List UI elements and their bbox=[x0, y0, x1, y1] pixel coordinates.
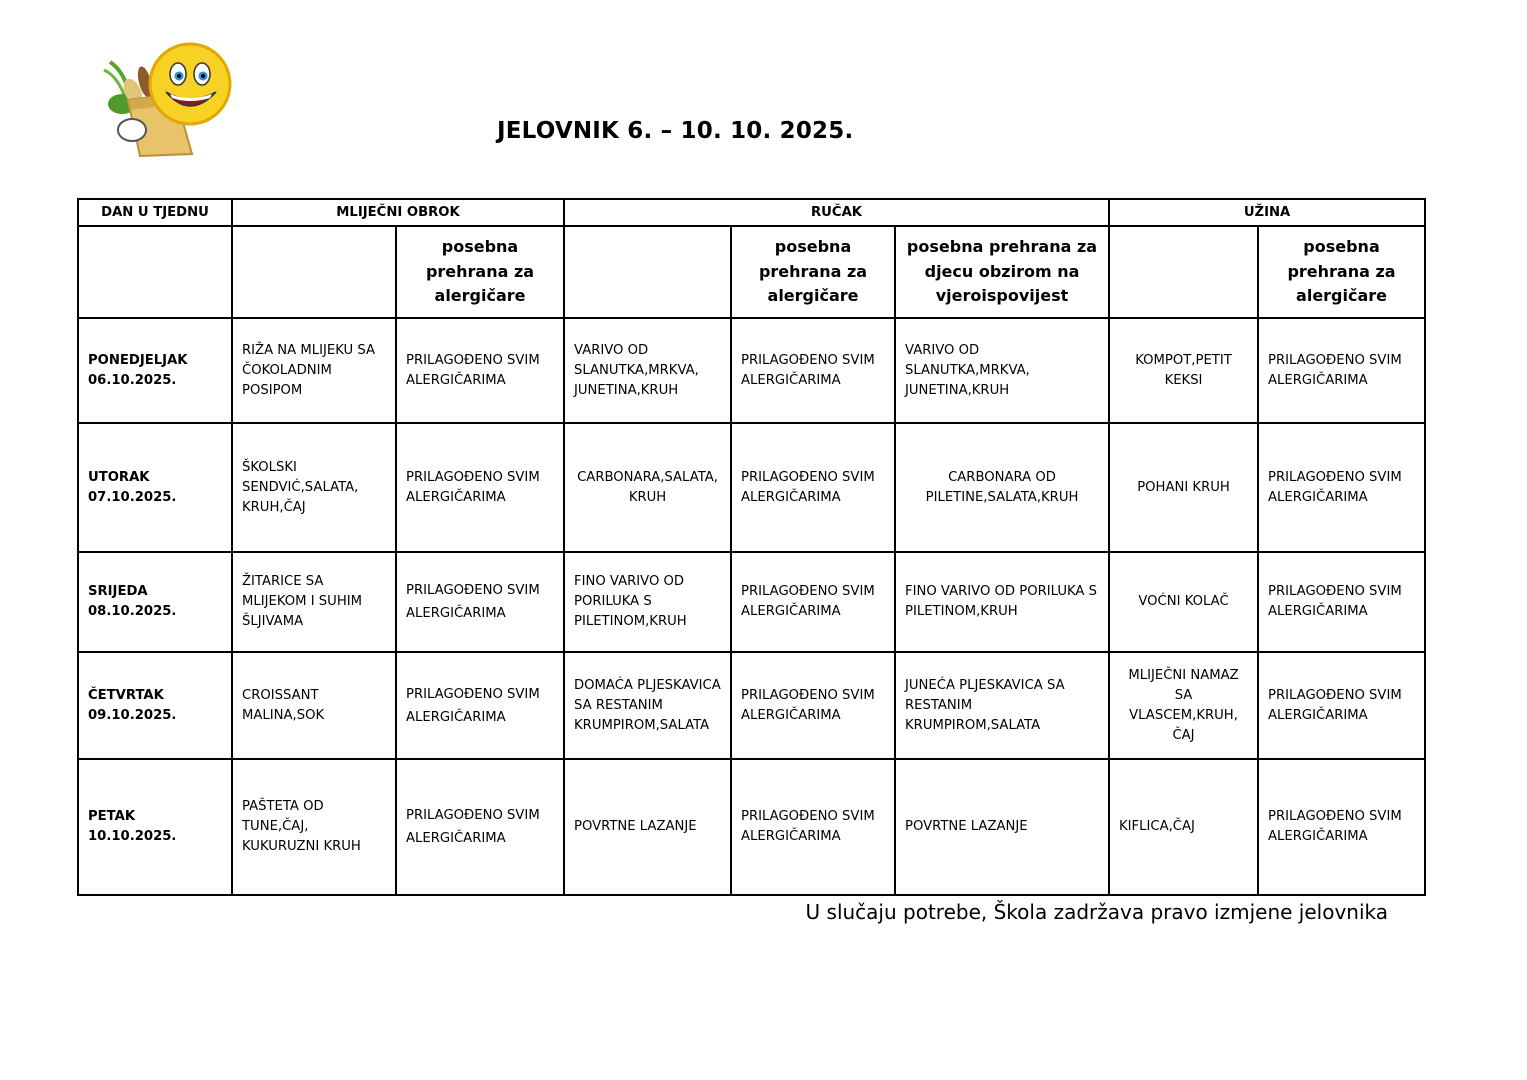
snack-cell: KIFLICA,ČAJ bbox=[1109, 759, 1258, 895]
subheader-empty bbox=[1109, 226, 1258, 318]
lunch-religious-cell: CARBONARA OD PILETINE,SALATA,KRUH bbox=[895, 423, 1109, 552]
smiley-grocery-bag-icon bbox=[100, 42, 235, 157]
lunch-religious-cell: VARIVO OD SLANUTKA,MRKVA, JUNETINA,KRUH bbox=[895, 318, 1109, 423]
footer-note: U slučaju potrebe, Škola zadržava pravo izmjene jelovnika bbox=[805, 900, 1388, 924]
snack-cell: KOMPOT,PETIT KEKSI bbox=[1109, 318, 1258, 423]
header-snack: UŽINA bbox=[1109, 199, 1425, 226]
day-name: UTORAK bbox=[88, 469, 150, 485]
snack-special-cell: PRILAGOĐENO SVIM ALERGIČARIMA bbox=[1258, 423, 1425, 552]
milk-special-cell: PRILAGOĐENO SVIM ALERGIČARIMA bbox=[396, 759, 564, 895]
day-name: PETAK bbox=[88, 809, 136, 824]
table-row bbox=[78, 552, 1425, 652]
day-cell bbox=[78, 423, 232, 552]
milk-special-cell: PRILAGOĐENO SVIM ALERGIČARIMA bbox=[396, 552, 564, 652]
menu-table bbox=[77, 198, 1426, 896]
milk-cell: CROISSANT MALINA,SOK bbox=[232, 652, 396, 759]
day-cell bbox=[78, 652, 232, 759]
snack-cell: MLIJEČNI NAMAZ SA VLASCEM,KRUH, ČAJ bbox=[1109, 652, 1258, 759]
lunch-special-cell: PRILAGOĐENO SVIM ALERGIČARIMA bbox=[731, 759, 895, 895]
day-date: 10.10.2025. bbox=[88, 829, 177, 844]
table-row bbox=[78, 759, 1425, 895]
snack-cell: VOĆNI KOLAČ bbox=[1109, 552, 1258, 652]
table-row bbox=[78, 423, 1425, 552]
snack-special-cell: PRILAGOĐENO SVIM ALERGIČARIMA bbox=[1258, 318, 1425, 423]
milk-special-cell: PRILAGOĐENO SVIM ALERGIČARIMA bbox=[396, 318, 564, 423]
lunch-special-cell: PRILAGOĐENO SVIM ALERGIČARIMA bbox=[731, 552, 895, 652]
day-cell bbox=[78, 552, 232, 652]
subheader-snack-special: posebna prehrana za alergičare bbox=[1258, 226, 1425, 318]
page-title: JELOVNIK 6. – 10. 10. 2025. bbox=[497, 118, 854, 144]
day-cell bbox=[78, 759, 232, 895]
subheader-empty bbox=[564, 226, 731, 318]
day-date: 09.10.2025. bbox=[88, 707, 177, 723]
snack-special-cell: PRILAGOĐENO SVIM ALERGIČARIMA bbox=[1258, 759, 1425, 895]
table-row bbox=[78, 318, 1425, 423]
day-date: 08.10.2025. bbox=[88, 604, 177, 619]
snack-cell: POHANI KRUH bbox=[1109, 423, 1258, 552]
lunch-cell: FINO VARIVO OD PORILUKA S PILETINOM,KRUH bbox=[564, 552, 731, 652]
header-row bbox=[78, 199, 1425, 226]
milk-cell: PAŠTETA OD TUNE,ČAJ, KUKURUZNI KRUH bbox=[232, 759, 396, 895]
snack-special-cell: PRILAGOĐENO SVIM ALERGIČARIMA bbox=[1258, 652, 1425, 759]
day-name: ČETVRTAK bbox=[88, 687, 164, 703]
day-date: 06.10.2025. bbox=[88, 372, 177, 388]
lunch-religious-cell: POVRTNE LAZANJE bbox=[895, 759, 1109, 895]
milk-cell: ŽITARICE SA MLIJEKOM I SUHIM ŠLJIVAMA bbox=[232, 552, 396, 652]
lunch-cell: VARIVO OD SLANUTKA,MRKVA, JUNETINA,KRUH bbox=[564, 318, 731, 423]
lunch-religious-cell: JUNEĆA PLJESKAVICA SA RESTANIM KRUMPIROM,SALATA bbox=[895, 652, 1109, 759]
subheader-lunch-religious: posebna prehrana za djecu obzirom na vjeroispovijest bbox=[895, 226, 1109, 318]
header-lunch: RUČAK bbox=[564, 199, 1109, 226]
lunch-special-cell: PRILAGOĐENO SVIM ALERGIČARIMA bbox=[731, 318, 895, 423]
subheader-empty bbox=[232, 226, 396, 318]
milk-special-cell: PRILAGOĐENO SVIM ALERGIČARIMA bbox=[396, 423, 564, 552]
lunch-cell: DOMAĆA PLJESKAVICA SA RESTANIM KRUMPIROM,SALATA bbox=[564, 652, 731, 759]
table-row bbox=[78, 652, 1425, 759]
milk-cell: ŠKOLSKI SENDVIĆ,SALATA, KRUH,ČAJ bbox=[232, 423, 396, 552]
lunch-special-cell: PRILAGOĐENO SVIM ALERGIČARIMA bbox=[731, 423, 895, 552]
snack-special-cell: PRILAGOĐENO SVIM ALERGIČARIMA bbox=[1258, 552, 1425, 652]
subheader-milk-special: posebna prehrana za alergičare bbox=[396, 226, 564, 318]
day-name: SRIJEDA bbox=[88, 584, 148, 599]
subheader-lunch-special: posebna prehrana za alergičare bbox=[731, 226, 895, 318]
milk-special-cell: PRILAGOĐENO SVIM ALERGIČARIMA bbox=[396, 652, 564, 759]
lunch-special-cell: PRILAGOĐENO SVIM ALERGIČARIMA bbox=[731, 652, 895, 759]
subheader-empty bbox=[78, 226, 232, 318]
lunch-cell: POVRTNE LAZANJE bbox=[564, 759, 731, 895]
header-milk-meal: MLIJEČNI OBROK bbox=[232, 199, 564, 226]
header-day: DAN U TJEDNU bbox=[78, 199, 232, 226]
day-date: 07.10.2025. bbox=[88, 489, 177, 505]
day-name: PONEDJELJAK bbox=[88, 352, 188, 368]
milk-cell: RIŽA NA MLIJEKU SA ČOKOLADNIM POSIPOM bbox=[232, 318, 396, 423]
subheader-row bbox=[78, 226, 1425, 318]
lunch-cell: CARBONARA,SALATA, KRUH bbox=[564, 423, 731, 552]
lunch-religious-cell: FINO VARIVO OD PORILUKA S PILETINOM,KRUH bbox=[895, 552, 1109, 652]
day-cell bbox=[78, 318, 232, 423]
